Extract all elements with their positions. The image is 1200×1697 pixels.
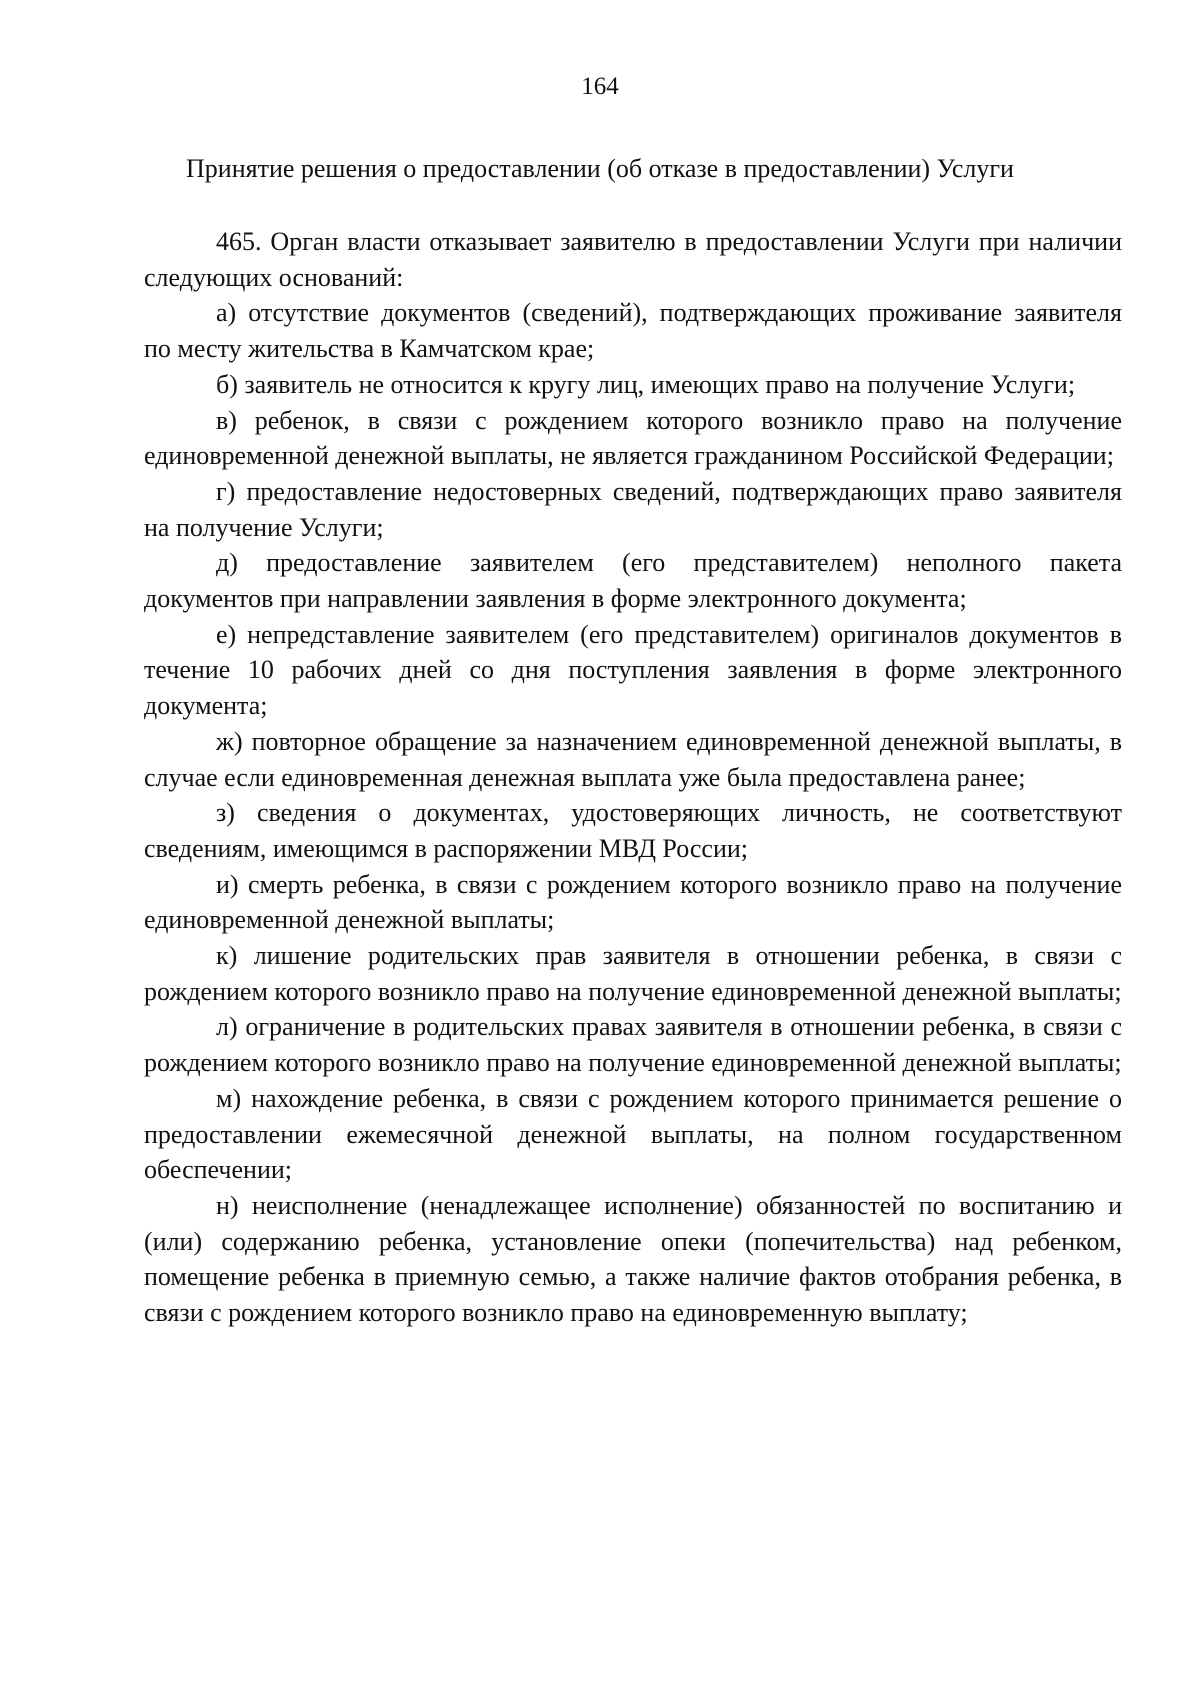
list-item-i: и) смерть ребенка, в связи с рождением которого возникло право на получение единовременной денежной выплаты; (144, 869, 1122, 935)
list-item-k: к) лишение родительских прав заявителя в отношении ребенка, в связи с рождением которого возникло право на получение единовременной денежной выплаты; (144, 941, 1122, 1006)
list-item-l: л) ограничение в родительских правах заявителя в отношении ребенка, в связи с рождением которого возникло право на получение единовременной денежной выплаты; (144, 1012, 1122, 1078)
section-heading: Принятие решения о предоставлении (об отказе в предоставлении) Услуги (186, 154, 1014, 183)
list-item-z: з) сведения о документах, удостоверяющих личность, не соответствуют сведениям, имеющимся в распоряжении МВД России; (144, 798, 1122, 863)
list-item-g: г) предоставление недостоверных сведений, подтверждающих право заявителя на получение Услуги; (144, 476, 1122, 542)
paragraph-465: 465. Орган власти отказывает заявителю в предоставлении Услуги при наличии следующих оснований: (144, 227, 1122, 292)
list-item-e: е) непредставление заявителем (его представителем) оригиналов документов в течение 10 рабочих дней со дня поступления заявления в форме электронного документа; (144, 619, 1122, 721)
document-body (144, 224, 1122, 1331)
list-item-v: в) ребенок, в связи с рождением которого возникло право на получение единовременной денежной выплаты, не является гражданином Российской Федерации; (144, 405, 1122, 471)
list-item-b: б) заявитель не относится к кругу лиц, имеющих право на получение Услуги; (216, 369, 1076, 399)
page-number: 164 (581, 73, 619, 100)
list-item-d: д) предоставление заявителем (его представителем) неполного пакета документов при направлении заявления в форме электронного документа; (144, 548, 1122, 614)
list-item-zh: ж) повторное обращение за назначением единовременной денежной выплаты, в случае если единовременная денежная выплата уже была предоставлена ранее; (144, 726, 1122, 792)
list-item-a: а) отсутствие документов (сведений), подтверждающих проживание заявителя по месту жительства в Камчатском крае; (144, 298, 1122, 364)
list-item-n: н) неисполнение (ненадлежащее исполнение) обязанностей по воспитанию и (или) содержанию ребенка, установление опеки (попечительства) над ребенком, помещение ребенка в приемную семью, а также наличие фактов отобрания ребенка, в связи с рождением которого возникло право на единовременную выплату; (144, 1190, 1122, 1328)
list-item-m: м) нахождение ребенка, в связи с рождением которого принимается решение о предоставлении ежемесячной денежной выплаты, на полном государственном обеспечении; (144, 1083, 1122, 1185)
